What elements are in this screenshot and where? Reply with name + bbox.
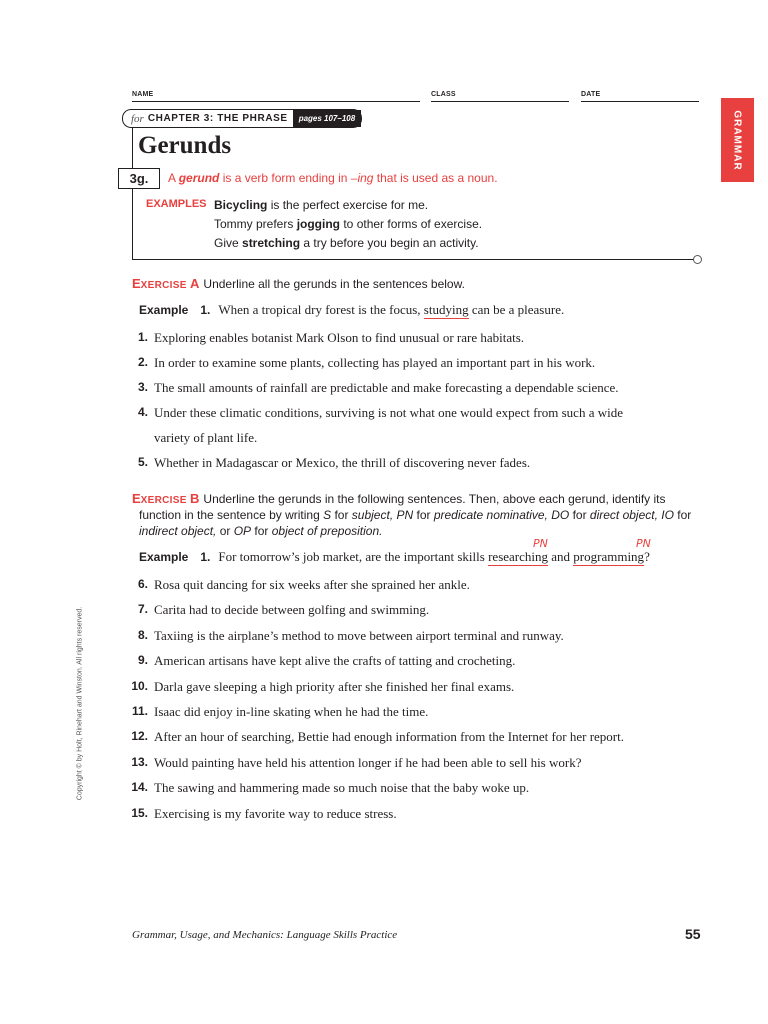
list-item: 12. After an hour of searching, Bettie had enough information from the Internet for her report. (131, 729, 624, 745)
rule-suffix: –ing (350, 171, 374, 185)
exercise-a-example-gerund: studying (423, 302, 469, 317)
chapter-for: for (131, 112, 144, 125)
rule-term: gerund (178, 171, 220, 185)
list-item: 14. The sawing and hammering made so much noise that the baby woke up. (131, 780, 530, 796)
name-line (132, 101, 420, 102)
exercise-a-heading: EXERCISE A Underline all the gerunds in the sentences below. (132, 276, 465, 291)
page-number: 55 (685, 926, 701, 942)
list-item: 15. Exercising is my favorite way to reduce stress. (131, 805, 397, 821)
list-item: 1. Exploring enables botanist Mark Olson to find unusual or rare habitats. (137, 330, 525, 345)
copyright-notice: Copyright © by Holt, Rinehart and Winston. All rights reserved. (76, 606, 84, 801)
list-item: 5. Whether in Madagascar or Mexico, the thrill of discovering never fades. (137, 455, 531, 470)
list-item: 6. Rosa quit dancing for six weeks after she sprained her ankle. (137, 577, 470, 592)
class-label: CLASS (431, 91, 456, 98)
list-item: 2. In order to examine some plants, collecting has played an important part in his work. (137, 355, 596, 370)
exercise-b-items (122, 577, 624, 831)
exercise-b-instructions-1: Underline the gerunds in the following sentences. Then, above each gerund, identify its (203, 492, 666, 506)
annotation-pn-2: PN (636, 537, 651, 550)
list-item: 3. The small amounts of rainfall are predictable and make forecasting a dependable science. (137, 380, 619, 395)
list-item: 8. Taxiing is the airplane’s method to move between airport terminal and runway. (137, 627, 564, 643)
date-line (581, 101, 699, 102)
example-line-3: Give stretching a try before you begin an activity. (214, 236, 479, 250)
class-line (431, 101, 569, 102)
chapter-pages: pages 107–108 (293, 110, 362, 127)
exercise-b-example-gerund-1: researching (488, 549, 549, 564)
list-item: 11. Isaac did enjoy in-line skating when he had the time. (131, 703, 429, 719)
grammar-tab-label: GRAMMAR (732, 109, 744, 171)
list-item: 7. Carita had to decide between golfing and swimming. (137, 602, 430, 618)
exercise-b-instructions-2: function in the sentence by writing S for subject, PN for predicate nominative, DO for direct object, IO for (139, 508, 692, 522)
list-item: 10. Darla gave sleeping a high priority after she finished her final exams. (131, 678, 515, 694)
rule-box-left (132, 127, 133, 260)
list-item: 4. Under these climatic conditions, surviving is not what one would expect from such a wide (137, 405, 623, 420)
list-item: 9. American artisans have kept alive the crafts of tatting and crocheting. (137, 653, 516, 669)
annotation-pn-1: PN (533, 537, 548, 550)
exercise-b-heading: EXERCISE B Underline the gerunds in the following sentences. Then, above each gerund, identify its (132, 491, 666, 506)
exercise-a-items (122, 330, 623, 480)
page-title: Gerunds (138, 132, 232, 159)
rule-code: 3g. (118, 168, 160, 189)
list-item: 13. Would painting have held his attention longer if he had been able to sell his work? (131, 754, 582, 770)
rule-definition: A gerund is a verb form ending in –ing that is used as a noun. (168, 171, 498, 185)
example-line-1: Bicycling is the perfect exercise for me. (214, 198, 429, 212)
rule-end-circle (693, 255, 702, 264)
exercise-b-instructions-3: indirect object, or OP for object of preposition. (139, 524, 383, 538)
rule-box-bottom (132, 259, 695, 260)
footer-title: Grammar, Usage, and Mechanics: Language Skills Practice (132, 929, 398, 941)
date-label: DATE (581, 91, 601, 98)
chapter-label: CHAPTER 3: THE PHRASE (147, 113, 288, 124)
name-label: NAME (132, 91, 154, 98)
exercise-b-example: Example 1. For tomorrow’s job market, are the important skills researching and programming? (139, 549, 650, 564)
exercise-a-instructions: Underline all the gerunds in the sentences below. (203, 277, 465, 291)
exercise-a-example: Example 1. When a tropical dry forest is the focus, studying can be a pleasure. (139, 302, 565, 317)
chapter-pill (122, 109, 362, 128)
examples-label: EXAMPLES (146, 198, 207, 210)
exercise-b-example-gerund-2: programming (573, 549, 645, 564)
grammar-tab (721, 98, 754, 182)
list-item-continued: variety of plant life. (154, 430, 258, 445)
example-line-2: Tommy prefers jogging to other forms of exercise. (214, 217, 483, 231)
